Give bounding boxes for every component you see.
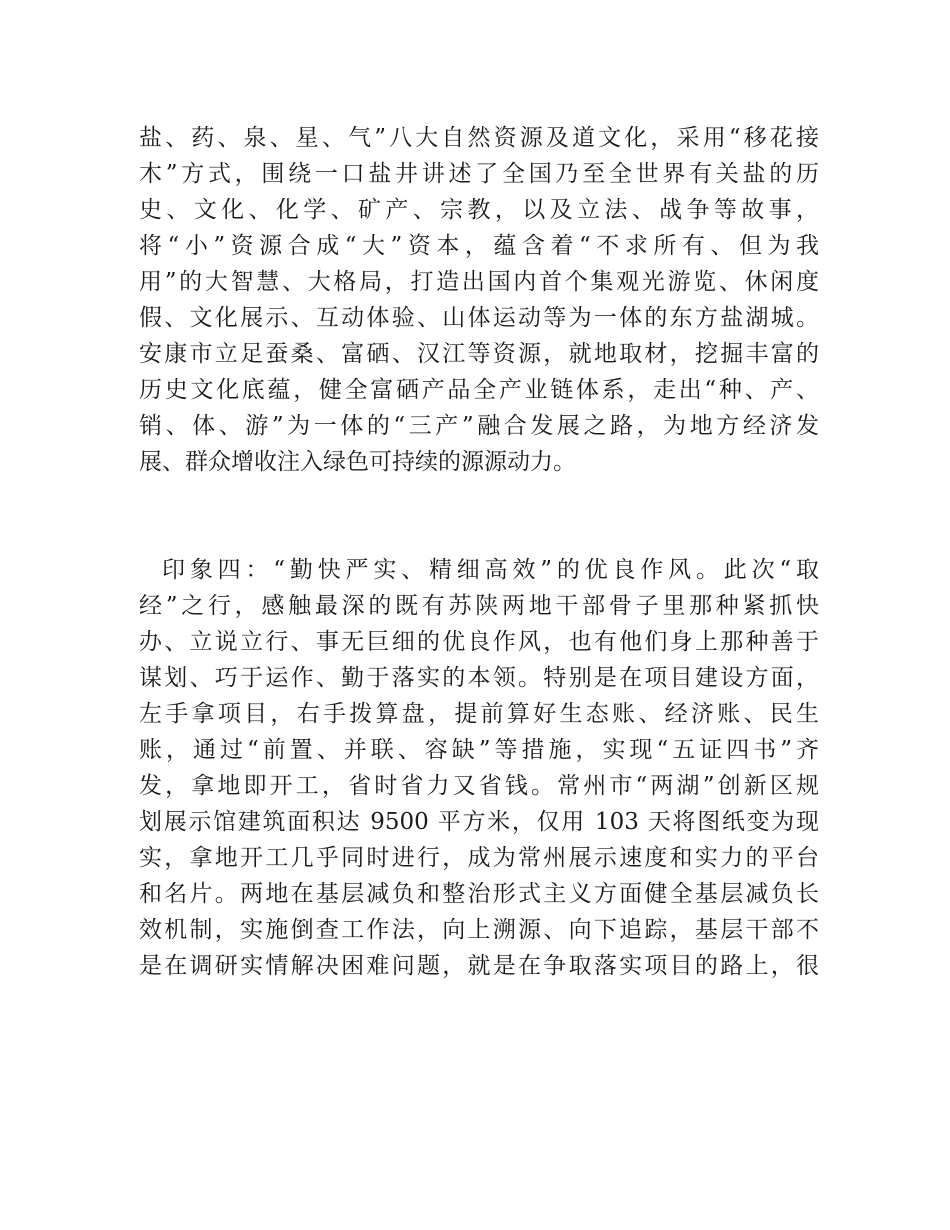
paragraph-line: 史、文化、化学、矿产、宗教，以及立法、战争等故事， — [139, 197, 819, 223]
paragraph-line: 历史文化底蕴，健全富硒产品全产业链体系，走出“种、产、 — [139, 377, 819, 403]
paragraph-line: 展、群众增收注入绿色可持续的源源动力。 — [139, 449, 576, 475]
paragraph-line: 谋划、巧于运作、勤于落实的本领。特别是在项目建设方面， — [139, 665, 819, 691]
paragraph-line: 办、立说立行、事无巨细的优良作风，也有他们身上那种善于 — [139, 629, 819, 655]
paragraph-line: 划展示馆建筑面积达 9500 平方米，仅用 103 天将图纸变为现 — [139, 809, 819, 835]
paragraph-2 — [139, 552, 819, 984]
paragraph-line: 安康市立足蚕桑、富硒、汉江等资源，就地取材，挖掘丰富的 — [139, 341, 819, 367]
paragraph-line: 效机制，实施倒查工作法，向上溯源、向下追踪，基层干部不 — [139, 917, 819, 943]
paragraph-line: 经”之行，感触最深的既有苏陕两地干部骨子里那种紧抓快 — [139, 593, 819, 619]
paragraph-line: 和名片。两地在基层减负和整治形式主义方面健全基层减负长 — [139, 881, 819, 907]
paragraph-line: 实，拿地开工几乎同时进行，成为常州展示速度和实力的平台 — [139, 845, 819, 871]
paragraph-line: 账，通过“前置、并联、容缺”等措施，实现“五证四书”齐 — [139, 737, 819, 763]
paragraph-line: 假、文化展示、互动体验、山体运动等为一体的东方盐湖城。 — [139, 305, 819, 331]
paragraph-line: 用”的大智慧、大格局，打造出国内首个集观光游览、休闲度 — [139, 269, 819, 295]
paragraph-line: 印象四：“勤快严实、精细高效”的优良作风。此次“取 — [162, 557, 819, 583]
paragraph-line: 发，拿地即开工，省时省力又省钱。常州市“两湖”创新区规 — [139, 773, 819, 799]
paragraph-line: 销、体、游”为一体的“三产”融合发展之路，为地方经济发 — [139, 413, 819, 439]
paragraph-line: 盐、药、泉、星、气”八大自然资源及道文化，采用“移花接 — [139, 125, 819, 151]
paragraph-line: 左手拿项目，右手拨算盘，提前算好生态账、经济账、民生 — [139, 701, 819, 727]
paragraph-line: 将“小”资源合成“大”资本，蕴含着“不求所有、但为我 — [139, 233, 819, 259]
paragraph-line: 是在调研实情解决困难问题，就是在争取落实项目的路上，很 — [139, 953, 819, 979]
paragraph-line: 木”方式，围绕一口盐井讲述了全国乃至全世界有关盐的历 — [139, 161, 819, 187]
paragraph-1 — [139, 120, 819, 480]
